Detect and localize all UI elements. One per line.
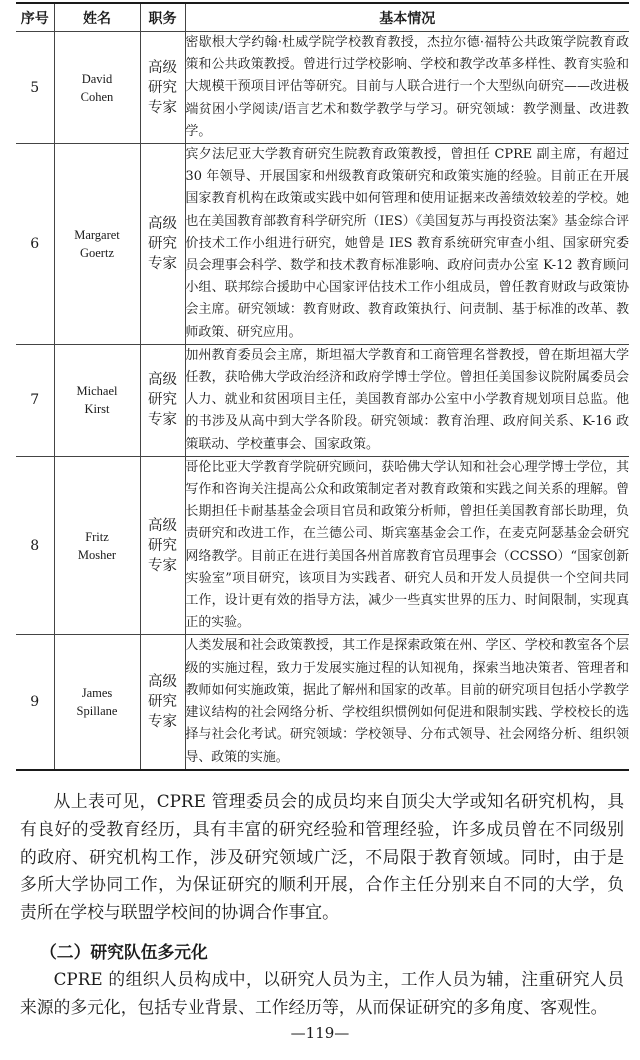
section-heading: （二）研究队伍多元化: [40, 942, 208, 962]
table-row: [16, 635, 629, 770]
member-name: [54, 32, 140, 144]
last-name: Spillane: [76, 704, 118, 719]
last-name: Mosher: [77, 547, 117, 562]
first-name: Michael: [76, 384, 118, 399]
member-description: 哥伦比亚大学教育学院研究顾问，获哈佛大学认知和社会心理学博士学位，其写作和咨询关注提高公众和政策制定者对教育政策和实践之间关系的理解。曾长期担任卡耐基基金会项目官员和政策分析师，曾担任美国教育部长助理，负责研究和改进工作，在兰德公司、斯宾塞基金会工作，在麦克阿瑟基金会研究网络教学。目前正在进行美国各州首席教育官员理事会（CCSSO）“国家创新实验室”项目研究，该项目为实践者、研究人员和开发人员提供一个空间共同工作，设计更有效的指导方法，减少一些真实世界的压力、时间限制，实现真正的实验。: [185, 456, 629, 635]
member-name: [54, 144, 140, 345]
role-line: 专家: [148, 99, 177, 116]
role-line: 研究: [148, 235, 177, 252]
member-table: [16, 2, 629, 771]
member-description: 人类发展和社会政策教授，其工作是探索政策在州、学区、学校和教室各个层级的实施过程，致力于发展实施过程的认知视角，探索当地决策者、管理者和教师如何实施政策，据此了解州和国家的改革。目前的研究项目包括小学教学建议结构的社会网络分析、学校组织惯例如何促进和限制实践、学校校长的选择与社会化考试。研究领域：学校领导、分布式领导、社会网络分析、组织领导、政策的实施。: [185, 635, 629, 770]
first-name: Margaret: [74, 227, 120, 242]
member-name: [54, 344, 140, 456]
role-line: 高级: [148, 372, 177, 389]
first-name: Fritz: [85, 529, 109, 544]
role-line: 研究: [148, 694, 177, 711]
header-description: 基本情况: [185, 3, 629, 32]
role-line: 研究: [148, 392, 177, 409]
member-role: [140, 32, 185, 144]
member-role: [140, 456, 185, 635]
role-line: 专家: [148, 412, 177, 429]
table-row: [16, 344, 629, 456]
role-line: 专家: [148, 714, 177, 731]
role-line: 研究: [148, 537, 177, 554]
last-name: Kirst: [84, 402, 110, 417]
member-name: [54, 635, 140, 770]
table-header-row: [16, 3, 629, 32]
row-number: 7: [16, 344, 54, 456]
member-role: [140, 635, 185, 770]
table-row: [16, 32, 629, 144]
row-number: 8: [16, 456, 54, 635]
member-description: 密歇根大学约翰·杜威学院学校教育教授，杰拉尔德·福特公共政策学院教育政策和公共政策教授。曾进行过学校影响、学校和教学改革多样性、教育实验和大规模干预项目评估等研究。目前与人联合进行一个大型纵向研究——改进极端贫困小学阅读/语言艺术和数学教学与学习。研究领域：教学测量、改进教学。: [185, 32, 629, 144]
member-description: 加州教育委员会主席，斯坦福大学教育和工商管理名誉教授，曾在斯坦福大学任教，获哈佛大学政治经济和政府学博士学位。曾担任美国参议院附属委员会人力、就业和贫困项目主任，美国教育部办公室中小学教育规划项目总监。他的书涉及从高中到大学各阶段。研究领域：教育治理、政府间关系、K-16 政策联动、学校董事会、国家政策。: [185, 344, 629, 456]
header-no: 序号: [16, 3, 54, 32]
role-line: 高级: [148, 59, 177, 76]
header-name: 姓名: [54, 3, 140, 32]
row-number: 5: [16, 32, 54, 144]
member-name: [54, 456, 140, 635]
member-description: 宾夕法尼亚大学教育研究生院教育政策教授，曾担任 CPRE 副主席，有超过 30 年领导、开展国家和州级教育政策研究和政策实施的经验。目前正在开展国家教育机构在政策或实践中如何管理和使用证据来改善绩效较差的学校。她也在美国教育部教育科学研究所（IES）《美国复苏与再投资法案》基金综合评价技术工作小组进行研究，她曾是 IES 教育系统研究审查小组、国家研究委员会理事会科学、数学和技术教育标准影响、政府问责办公室 K-12 教育顾问小组、联邦综合援助中心国家评估技术工作小组成员，曾任教育财政与政策协会主席。研究领域：教育财政、教育政策执行、问责制、基于标准的改革、教师政策、研究应用。: [185, 144, 629, 345]
row-number: 6: [16, 144, 54, 345]
first-name: James: [81, 686, 113, 701]
last-name: Goertz: [79, 245, 114, 260]
header-role: 职务: [140, 3, 185, 32]
role-line: 专家: [148, 557, 177, 574]
row-number: 9: [16, 635, 54, 770]
first-name: David: [81, 71, 113, 86]
body-paragraph: CPRE 的组织人员构成中，以研究人员为主，工作人员为辅，注重研究人员来源的多元化，包括专业背景、工作经历等，从而保证研究的多角度、客观性。: [20, 969, 624, 1017]
page-number: —119—: [290, 1024, 350, 1042]
member-role: [140, 144, 185, 345]
role-line: 高级: [148, 674, 177, 691]
role-line: 专家: [148, 255, 177, 272]
table-row: [16, 456, 629, 635]
role-line: 高级: [148, 517, 177, 534]
summary-paragraph: 从上表可见，CPRE 管理委员会的成员均来自顶尖大学或知名研究机构，具有良好的受教育经历，具有丰富的研究经验和管理经验，许多成员曾在不同级别的政府、研究机构工作，涉及研究领域广泛，不局限于教育领域。同时，由于是多所大学协同工作，为保证研究的顺利开展，合作主任分别来自不同的大学，负责所在学校与联盟学校间的协调合作事宜。: [20, 791, 624, 923]
role-line: 研究: [148, 79, 177, 96]
last-name: Cohen: [80, 89, 114, 104]
role-line: 高级: [148, 215, 177, 232]
table-row: [16, 144, 629, 345]
member-role: [140, 344, 185, 456]
